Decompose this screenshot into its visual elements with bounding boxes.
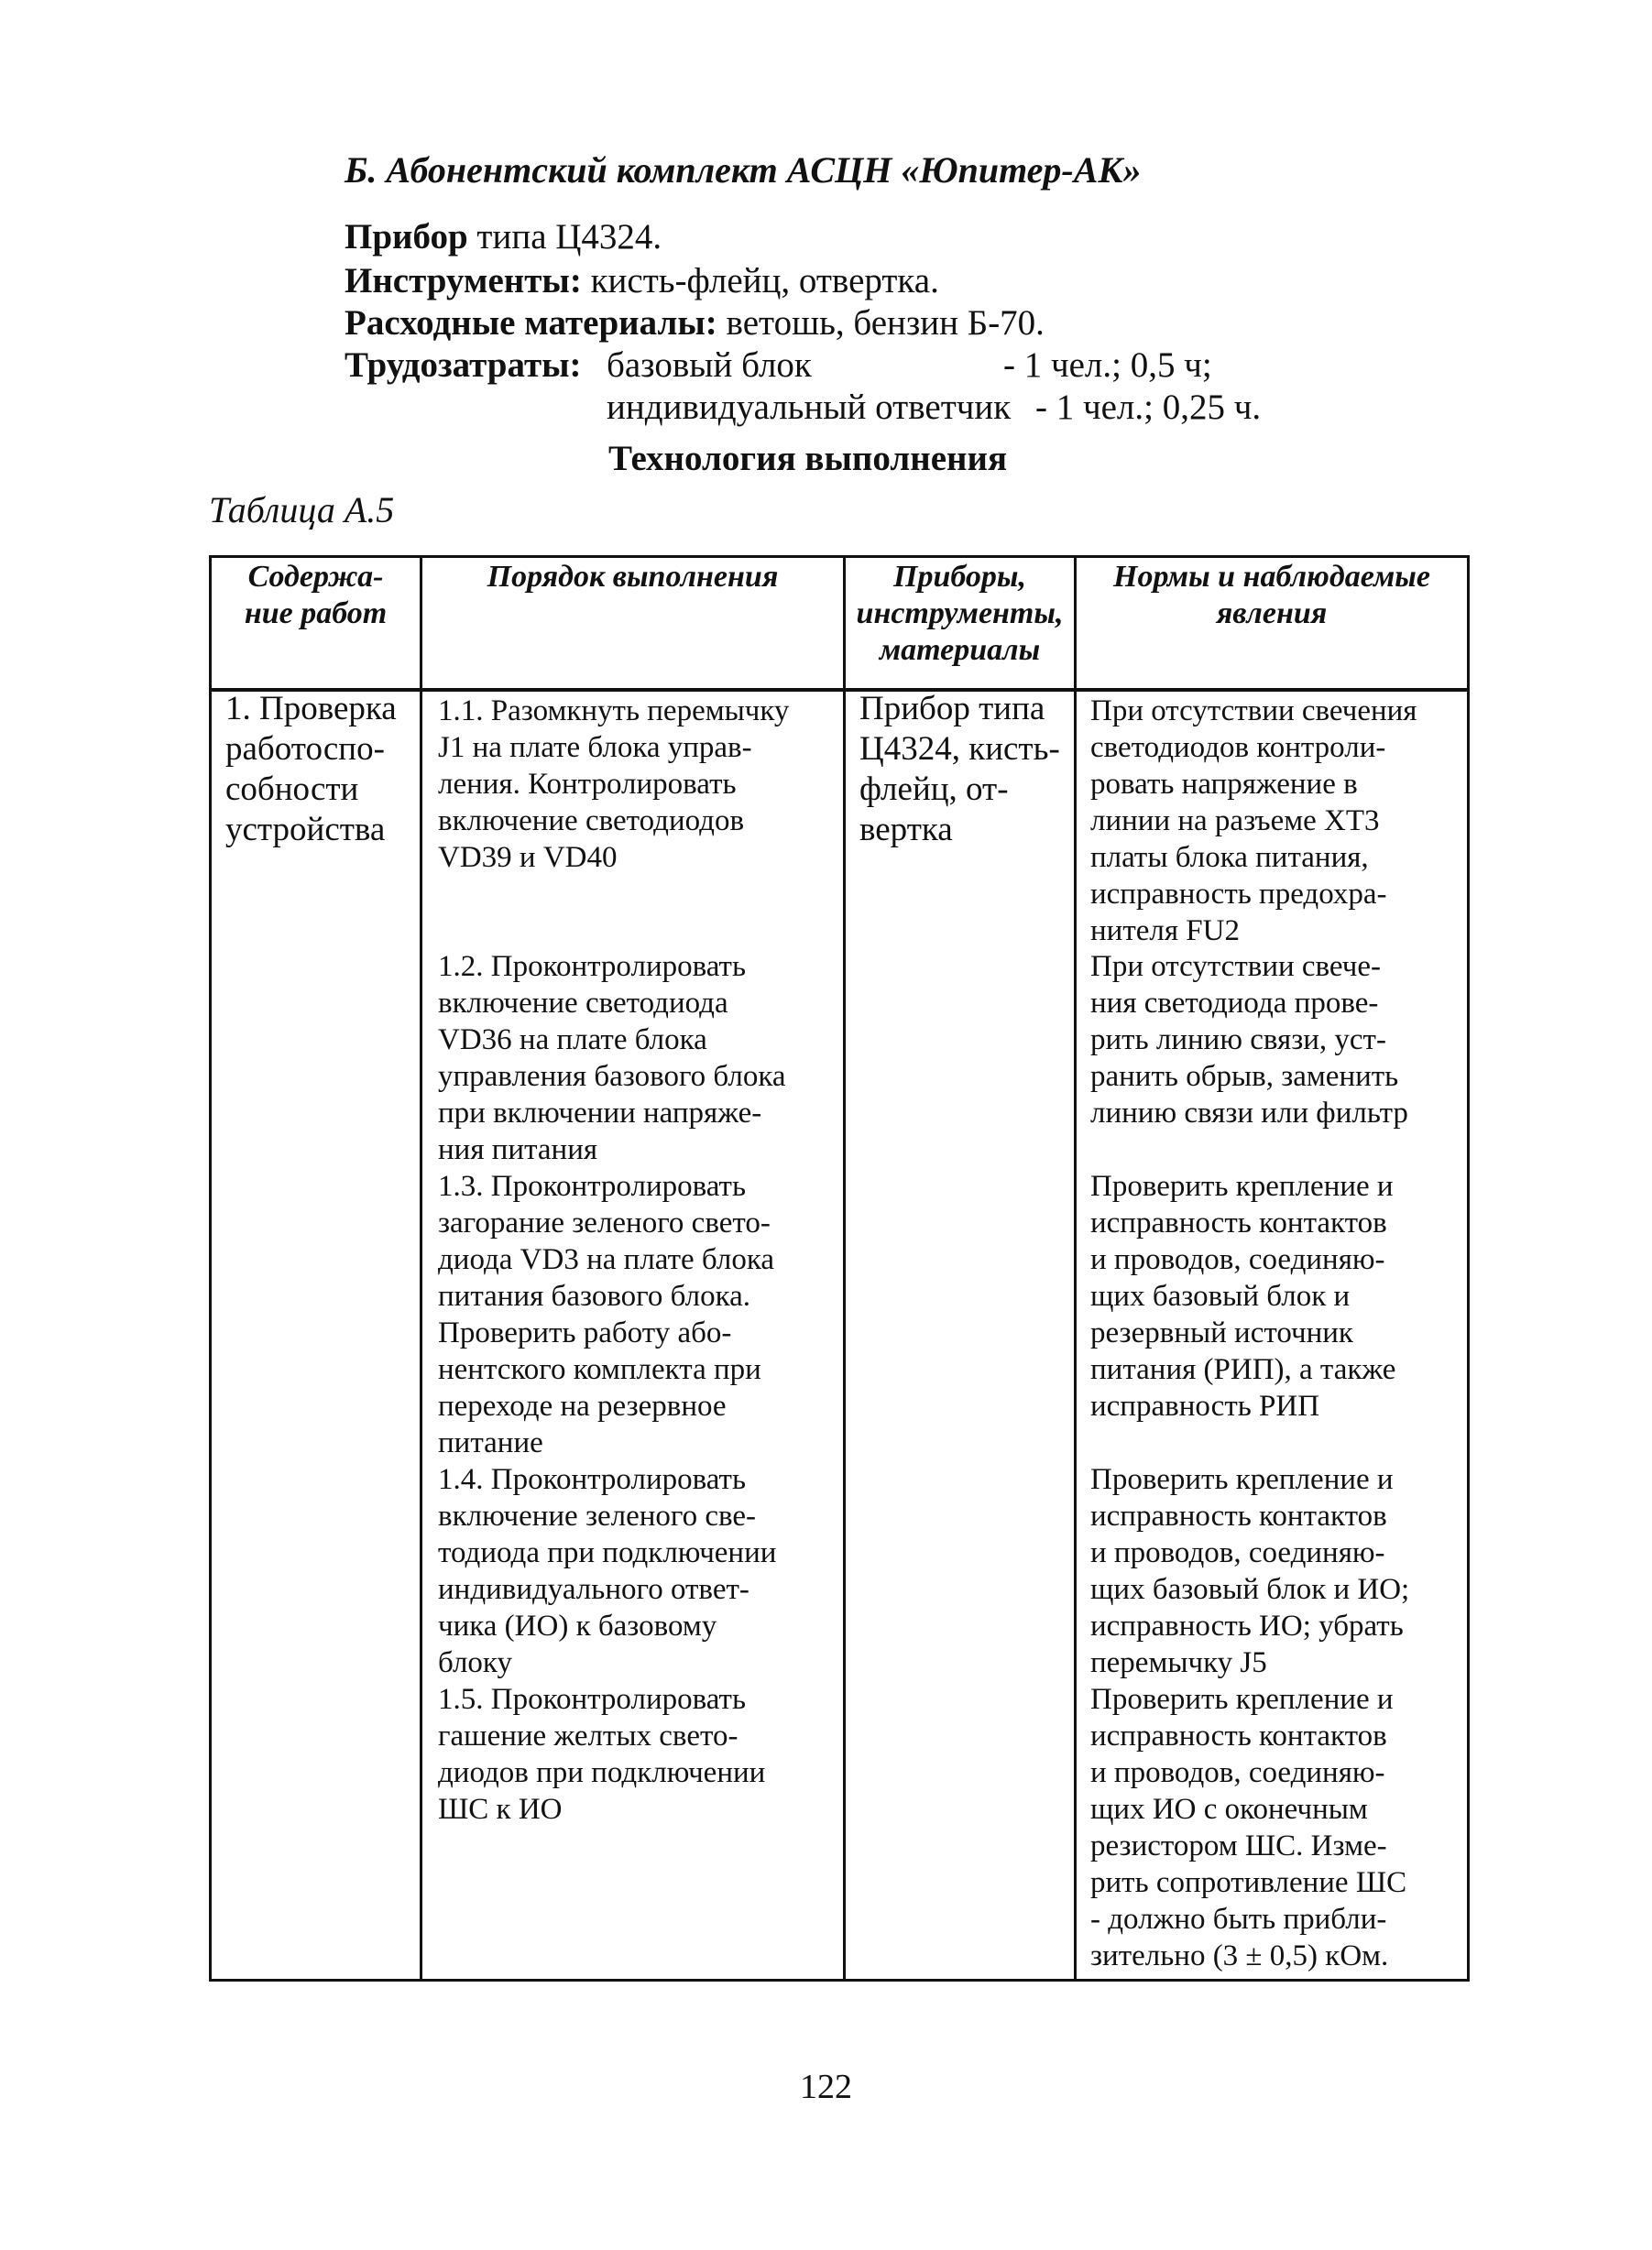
tools-value: кисть-флейц, отвертка.: [590, 261, 939, 300]
table-top-border: [209, 555, 1470, 558]
device-line: [345, 216, 662, 257]
consumables-line: [345, 302, 1045, 344]
header-instruments: Приборы, инструменты, материалы: [856, 560, 1064, 667]
labor-norm-responder: - 1 чел.; 0,25 ч.: [1035, 388, 1262, 427]
tools-line: [345, 260, 939, 301]
table-label: Таблица А.5: [209, 489, 395, 530]
labor-label: Трудозатраты:: [345, 345, 582, 385]
labor-item-responder: индивидуальный ответчик: [607, 388, 1012, 427]
page-number: 122: [800, 2068, 852, 2106]
column-divider-2: [843, 555, 846, 1982]
norms-step-5: Проверить крепление и исправность контактов и проводов, соединяю- щих ИО с оконечным резистором ШС. Изме- рить сопротивление ШС - должно быть прибли- зительно (3 ± 0,5) кОм.: [1090, 1683, 1407, 1972]
technology-title: Технология выполнения: [608, 439, 1008, 478]
consumables-value: ветошь, бензин Б-70.: [726, 303, 1045, 343]
norms-step-3: Проверить крепление и исправность контактов и проводов, соединяю- щих базовый блок и резервный источник питания (РИП), а также исправность РИП: [1090, 1170, 1396, 1423]
tools-label: Инструменты:: [345, 261, 582, 300]
work-content-cell: 1. Проверка работоспо- собности устройства: [225, 690, 397, 848]
procedure-step-4: 1.4. Проконтролировать включение зеленого све- тодиода при подключении индивидуального ответ- чика (ИО) к базовому блоку: [438, 1463, 777, 1679]
column-divider-1: [420, 555, 422, 1982]
procedure-step-3: 1.3. Проконтролировать загорание зеленого свето- диода VD3 на плате блока питания базового блока. Проверить работу або- нентского комплекта при переходе на резервное питание: [438, 1170, 775, 1459]
procedure-step-5: 1.5. Проконтролировать гашение желтых свето- диодов при подключении ШС к ИО: [438, 1683, 766, 1826]
procedure-step-2: 1.2. Проконтролировать включение светодиода VD36 на плате блока управления базового блока при включении напряже- ния питания: [438, 950, 786, 1166]
labor-norm-base-unit: - 1 чел.; 0,5 ч;: [1003, 345, 1212, 385]
section-title: Б. Абонентский комплект АСЦН «Юпитер-АК»: [345, 149, 1142, 191]
header-work-content: Содержа- ние работ: [244, 560, 388, 630]
consumables-label: Расходные материалы:: [345, 303, 717, 343]
norms-step-4: Проверить крепление и исправность контактов и проводов, соединяю- щих базовый блок и ИО; исправность ИО; убрать перемычку J5: [1090, 1463, 1410, 1679]
table-bottom-border: [209, 1979, 1470, 1982]
device-label: Прибор: [345, 217, 468, 257]
header-procedure: Порядок выполнения: [487, 560, 779, 594]
table-header-separator: [209, 688, 1470, 692]
header-norms: Нормы и наблюдаемые явления: [1113, 560, 1430, 630]
labor-item-base-unit: базовый блок: [607, 345, 812, 385]
norms-step-1: При отсутствии свечения светодиодов контроли- ровать напряжение в линии на разъеме XT3 платы блока питания, исправность предохра- нителя FU2: [1090, 694, 1417, 947]
device-value: типа Ц4324.: [476, 217, 662, 257]
table-right-border: [1467, 555, 1470, 1982]
instruments-cell: Прибор типа Ц4324, кисть- флейц, от- вертка: [859, 690, 1060, 848]
norms-step-2: При отсутствии свече- ния светодиода прове- рить линию связи, уст- ранить обрыв, заменить линию связи или фильтр: [1090, 950, 1408, 1130]
column-divider-3: [1074, 555, 1077, 1982]
table-left-border: [209, 555, 212, 1982]
procedure-step-1: 1.1. Разомкнуть перемычку J1 на плате блока управ- ления. Контролировать включение светодиодов VD39 и VD40: [438, 694, 790, 874]
